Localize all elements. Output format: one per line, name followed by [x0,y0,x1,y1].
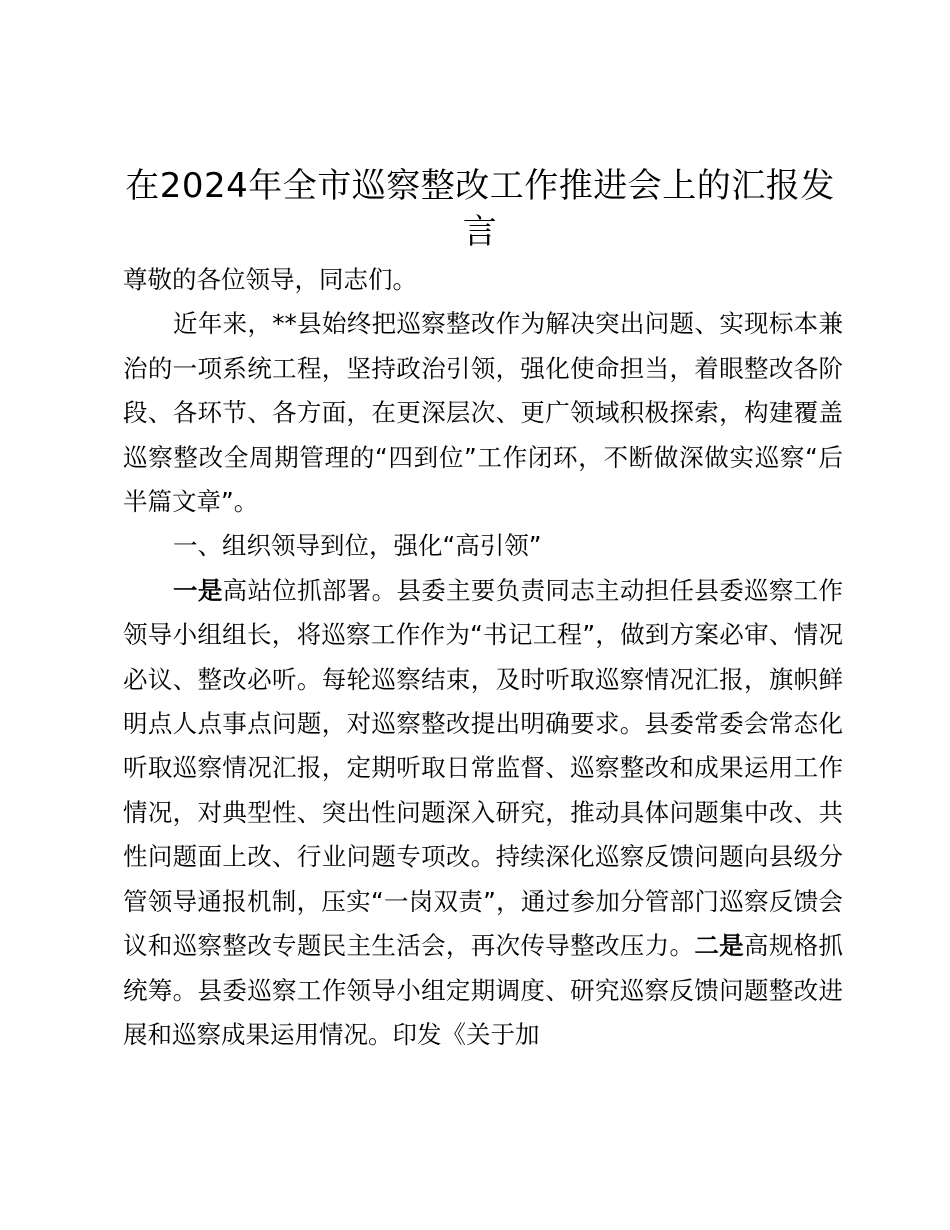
point-label: 二是 [694,931,744,961]
point-label: 一是 [173,575,223,605]
section-paragraph [123,569,843,1057]
point-text: 高规格抓统筹。县委巡察工作领导小组定期调度、研究巡察反馈问题整改进展和巡察成果运用情况。印发《关于加 [123,931,844,1049]
document-body [123,258,843,1057]
salutation: 尊敬的各位领导，同志们。 [123,265,417,294]
intro-paragraph: 近年来，**县始终把巡察整改作为解决突出问题、实现标本兼治的一项系统工程，坚持政治引领，强化使命担当，着眼整改各阶段、各环节、各方面，在更深层次、更广领域积极探索，构建覆盖巡察整改全周期管理的“四到位”工作闭环，不断做深做实巡察“后半篇文章”。 [123,309,843,517]
document-title: 在2024年全市巡察整改工作推进会上的汇报发言 [125,166,835,252]
section-heading: 一、组织领导到位，强化“高引领” [173,531,542,561]
point-text: 高站位抓部署。县委主要负责同志主动担任县委巡察工作领导小组组长，将巡察工作作为“书记工程”，做到方案必审、情况必议、整改必听。每轮巡察结束，及时听取巡察情况汇报，旗帜鲜明点人点事点问题，对巡察整改提出明确要求。县委常委会常态化听取巡察情况汇报，定期听取日常监督、巡察整改和成果运用工作情况，对典型性、突出性问题深入研究，推动具体问题集中改、共性问题面上改、行业问题专项改。持续深化巡察反馈问题向县级分管领导通报机制，压实“一岗双责”，通过参加分管部门巡察反馈会议和巡察整改专题民主生活会，再次传导整改压力。 [123,575,843,961]
